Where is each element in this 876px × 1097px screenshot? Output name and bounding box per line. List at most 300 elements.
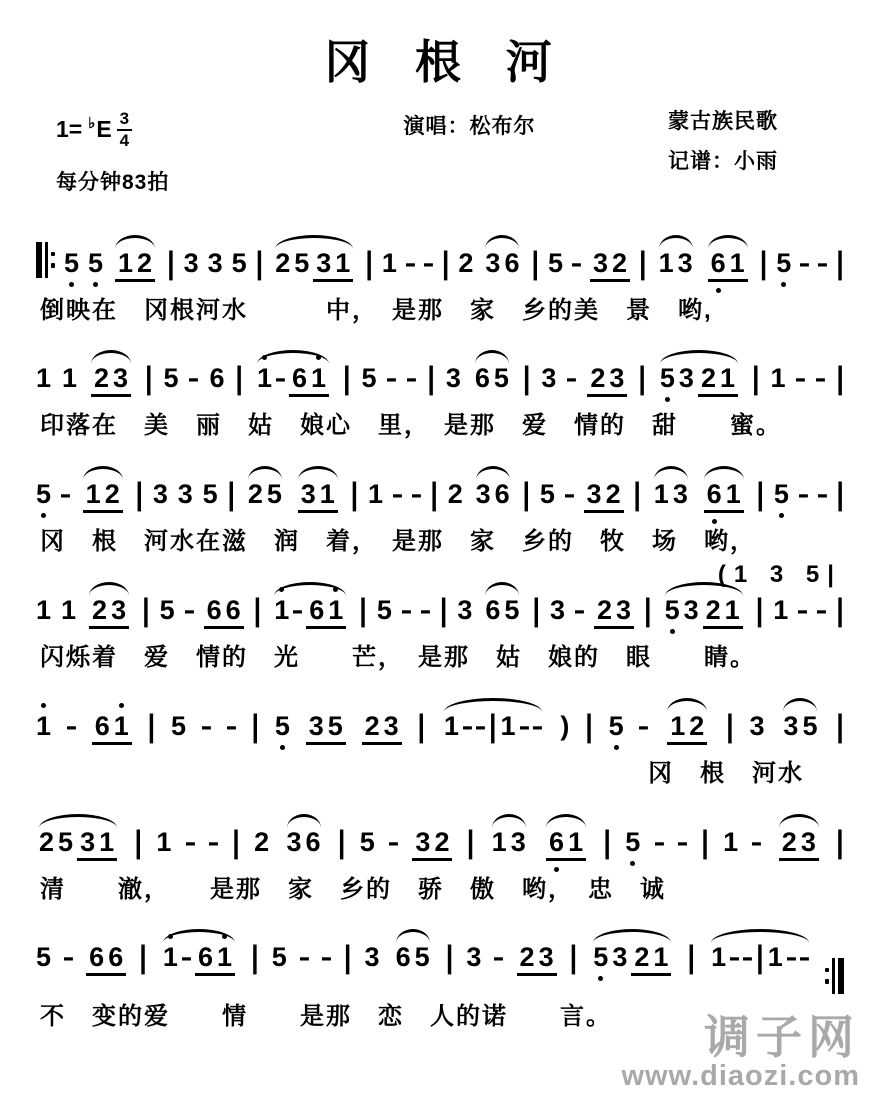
- duration-dash: -: [531, 710, 543, 741]
- barline: |: [134, 824, 142, 859]
- note: 1: [500, 710, 516, 741]
- system: [34, 695, 848, 789]
- barline: |: [227, 476, 235, 512]
- barline: |: [522, 476, 531, 512]
- note: 6: [209, 363, 225, 394]
- slur-group: [473, 481, 513, 508]
- underline-group: [590, 247, 630, 282]
- note: 1: [767, 942, 783, 973]
- duration-dash: -: [461, 710, 474, 741]
- duration-dash: -: [816, 479, 828, 510]
- note: 5: [163, 363, 179, 394]
- slur-group: [245, 481, 285, 508]
- slur-group: [662, 597, 746, 629]
- duration-dash: -: [493, 942, 505, 973]
- note: 1: [61, 595, 77, 626]
- barline: |: [445, 940, 454, 975]
- note: 5: [159, 595, 175, 626]
- slur-group: [254, 365, 332, 397]
- note: 5: [414, 942, 430, 973]
- barline: |: [427, 361, 435, 396]
- note: 1: [256, 363, 272, 394]
- note: 6: [291, 363, 307, 394]
- barline: |: [135, 476, 144, 512]
- note: 2: [254, 826, 270, 857]
- tempo-marking: 每分钟83拍: [56, 170, 170, 194]
- note: 1: [61, 363, 78, 394]
- note: 5: [625, 826, 641, 857]
- note: 5: [36, 479, 52, 510]
- duration-dash: -: [386, 363, 398, 394]
- duration-dash: -: [741, 942, 754, 973]
- duration-dash: -: [274, 363, 287, 394]
- watermark: [621, 1010, 860, 1093]
- note: 1: [653, 479, 669, 510]
- note: 1: [491, 826, 507, 857]
- duration-dash: -: [387, 826, 400, 857]
- note: 2: [700, 363, 716, 394]
- duration-dash: -: [184, 826, 197, 857]
- notator-credit: 记谱：小雨: [668, 150, 778, 174]
- notation-line: [34, 811, 848, 874]
- song-source: 蒙古族民歌: [668, 110, 778, 133]
- note: 6: [309, 595, 325, 626]
- barline: |: [255, 245, 264, 280]
- note: 5: [659, 363, 675, 394]
- duration-dash: -: [410, 479, 422, 510]
- slur-group: [489, 826, 529, 857]
- note: 1: [274, 595, 290, 626]
- note: 1: [162, 942, 178, 973]
- note: 3: [475, 479, 491, 510]
- note: 1: [118, 247, 134, 278]
- note: 1: [719, 363, 736, 394]
- underline-group: [703, 597, 743, 629]
- note: 6: [504, 247, 520, 278]
- slur-group: [482, 597, 522, 624]
- duration-dash: -: [573, 595, 586, 626]
- note: 1: [443, 710, 459, 741]
- note: 2: [92, 595, 108, 626]
- underline-group: [298, 481, 338, 513]
- slur-group: [651, 481, 691, 508]
- barline: |: [343, 940, 352, 975]
- barline: |: [337, 824, 346, 859]
- note: 2: [93, 363, 109, 394]
- barline: |: [531, 245, 540, 280]
- note: 1: [770, 363, 786, 394]
- system: [34, 347, 848, 441]
- note: 1: [568, 826, 584, 857]
- barline: |: [751, 361, 760, 396]
- note: 6: [108, 942, 124, 973]
- note: 3: [612, 942, 628, 973]
- note: 3: [466, 942, 482, 973]
- underline-group: [91, 365, 131, 397]
- duration-dash: -: [795, 363, 807, 394]
- system: [34, 561, 848, 673]
- note: 2: [596, 595, 613, 626]
- slur-group: [590, 944, 674, 976]
- song-title: 冈 根 河: [324, 36, 568, 88]
- note: 3: [672, 479, 688, 510]
- note: 5: [274, 710, 290, 741]
- note: 1: [658, 247, 674, 278]
- duration-dash: -: [200, 710, 213, 741]
- slur-group: [160, 944, 238, 976]
- duration-dash: -: [298, 942, 311, 973]
- duration-dash: -: [798, 942, 811, 973]
- barline: |: [144, 361, 153, 396]
- note: 1: [36, 363, 52, 394]
- note: 2: [447, 479, 463, 510]
- underline-group: [587, 365, 627, 397]
- underline-group: [86, 944, 126, 976]
- barline: |: [251, 940, 259, 975]
- duration-dash: -: [422, 247, 435, 278]
- note: 6: [225, 595, 241, 626]
- note: 3: [549, 595, 566, 626]
- note: 6: [89, 942, 105, 973]
- duration-dash: -: [65, 710, 78, 741]
- barline: |: [759, 245, 768, 280]
- barline: |: [430, 476, 438, 512]
- note: 5: [608, 710, 624, 741]
- barline: |: [342, 361, 351, 396]
- note: 6: [494, 479, 510, 510]
- slur-group: [472, 365, 512, 392]
- barline: |: [756, 476, 765, 512]
- note: 3: [749, 710, 765, 741]
- note: 3: [415, 826, 431, 857]
- duration-dash: -: [59, 479, 72, 510]
- note: 1: [36, 710, 52, 741]
- duration-dash: -: [391, 479, 404, 510]
- barline: |: [603, 824, 611, 859]
- note: 3: [485, 247, 501, 278]
- note: 1: [381, 247, 397, 278]
- note: 1: [216, 942, 232, 973]
- note: 6: [197, 942, 213, 973]
- note: 5: [548, 247, 564, 278]
- slur-group: [271, 597, 349, 629]
- pickup-notes: (1 3 5|: [717, 561, 842, 589]
- note: 3: [445, 363, 461, 394]
- note: 2: [781, 826, 797, 857]
- note: 5: [776, 247, 792, 278]
- duration-dash: -: [815, 595, 828, 626]
- note: 6: [549, 826, 565, 857]
- slur-group: [36, 826, 120, 861]
- note: 3: [383, 710, 399, 741]
- note: 3: [300, 479, 316, 510]
- underline-group: [667, 710, 707, 745]
- lyrics-line: 冈 根 河水在滋 润 着， 是那 家 乡的 牧 场 哟，: [40, 528, 756, 556]
- barline: |: [232, 824, 240, 859]
- barline: |: [701, 824, 709, 859]
- key-signature: [56, 110, 271, 150]
- note: 1: [773, 595, 789, 626]
- barline: |: [359, 592, 367, 628]
- underline-group: [594, 597, 634, 629]
- underline-group: [704, 481, 744, 513]
- barline: |: [585, 708, 593, 744]
- slur-group: [86, 597, 132, 629]
- slur-group: [543, 826, 589, 861]
- barline: |: [522, 361, 531, 396]
- note: 2: [634, 942, 650, 973]
- duration-dash: -: [474, 710, 487, 741]
- barline: |: [633, 476, 641, 512]
- note: 2: [458, 247, 474, 278]
- note: 3: [457, 595, 473, 626]
- note: 5: [294, 247, 310, 278]
- barline: |: [139, 940, 147, 975]
- notation-line: [34, 463, 848, 526]
- note: 6: [706, 479, 722, 510]
- barline: |: [756, 940, 764, 975]
- duration-dash: -: [798, 247, 811, 278]
- barline: |: [466, 824, 475, 859]
- underline-group: [517, 944, 557, 976]
- note: 6: [94, 710, 110, 741]
- note: 2: [605, 479, 621, 510]
- lyrics-line: 冈 根 河水: [648, 759, 804, 787]
- barline: |: [350, 476, 359, 512]
- duration-dash: -: [816, 247, 829, 278]
- note: 5: [170, 710, 186, 741]
- note: 2: [705, 595, 721, 626]
- duration-dash: -: [570, 247, 583, 278]
- note: 2: [39, 826, 55, 857]
- underline-group: [83, 481, 123, 513]
- lyrics-line: 倒映在 冈根河水 中， 是那 家 乡的美 景 哟,: [40, 296, 713, 324]
- underline-group: [584, 481, 624, 513]
- barline: |: [253, 592, 262, 628]
- time-numerator: 3: [117, 110, 132, 131]
- note: 5: [266, 479, 282, 510]
- slur-group: [656, 247, 696, 278]
- note: 5: [361, 363, 377, 394]
- barline: |: [836, 476, 844, 512]
- note: 3: [538, 942, 554, 973]
- watermark-site-url: www.diaozi.com: [621, 1059, 860, 1092]
- note: 3: [364, 942, 380, 973]
- note: 1: [85, 479, 101, 510]
- underline-group: [306, 597, 346, 629]
- slur-group: [88, 365, 134, 397]
- duration-dash: -: [207, 826, 220, 857]
- note: 2: [434, 826, 450, 857]
- note: 3: [316, 247, 332, 278]
- barline: |: [836, 245, 844, 280]
- parenthesis: ): [560, 710, 570, 741]
- underline-group: [412, 826, 452, 861]
- duration-dash: -: [797, 479, 810, 510]
- time-denominator: 4: [119, 130, 130, 150]
- barline: |: [569, 940, 578, 975]
- performer-credit: 演唱：松布尔: [403, 115, 536, 138]
- note: 6: [305, 826, 321, 857]
- duration-dash: -: [728, 942, 741, 973]
- duration-dash: -: [751, 826, 763, 857]
- note: 3: [113, 363, 129, 394]
- note: 2: [364, 710, 380, 741]
- underline-group: [362, 710, 402, 745]
- barline: |: [365, 245, 373, 280]
- watermark-site-name: 调子网: [704, 1010, 860, 1063]
- barline: |: [836, 824, 844, 859]
- note: 3: [616, 595, 632, 626]
- note: 5: [504, 595, 520, 626]
- note: 3: [286, 826, 302, 857]
- note: 2: [247, 479, 263, 510]
- note: 2: [275, 247, 291, 278]
- note: 1: [729, 247, 745, 278]
- note: 6: [395, 942, 411, 973]
- note: 2: [104, 479, 120, 510]
- barline: |: [488, 708, 497, 744]
- slur-group: [112, 247, 158, 282]
- barline: |: [836, 708, 844, 744]
- meta-left: [56, 110, 271, 196]
- slur-group: [664, 710, 710, 745]
- note: 1: [725, 479, 741, 510]
- underline-group: [779, 826, 819, 861]
- duration-dash: -: [785, 942, 798, 973]
- underline-group: [115, 247, 155, 282]
- note: 3: [800, 826, 816, 857]
- note: 3: [177, 479, 193, 510]
- note: 1: [367, 479, 383, 510]
- barline: |: [439, 592, 448, 628]
- note: 5: [58, 826, 74, 857]
- duration-dash: -: [183, 595, 195, 626]
- duration-dash: -: [653, 826, 665, 857]
- notation-line: [34, 926, 848, 1001]
- note: 3: [152, 479, 168, 510]
- barline: |: [142, 592, 150, 628]
- notation-line: [34, 579, 848, 642]
- underline-group: [546, 826, 586, 861]
- note: 3: [586, 479, 602, 510]
- notation-line: [34, 695, 848, 758]
- duration-dash: -: [566, 363, 578, 394]
- system: [34, 811, 848, 905]
- duration-dash: -: [320, 942, 333, 973]
- slur-group: [80, 481, 126, 513]
- notation-line: [34, 347, 848, 410]
- duration-dash: -: [188, 363, 200, 394]
- duration-dash: -: [406, 363, 418, 394]
- note: 3: [677, 247, 693, 278]
- underline-group: [631, 944, 671, 976]
- note: 1: [335, 247, 351, 278]
- duration-dash: -: [638, 710, 650, 741]
- note: 3: [683, 595, 699, 626]
- duration-dash: -: [225, 710, 238, 741]
- time-signature: [117, 110, 132, 150]
- lyrics-line: 不 变的爱 情 是那 恋 人的诺 言。: [40, 1002, 612, 1030]
- duration-dash: -: [419, 595, 432, 626]
- note: 1: [311, 363, 327, 394]
- slur-group: [780, 710, 820, 741]
- note: 3: [609, 363, 625, 394]
- note: 3: [678, 363, 694, 394]
- note: 3: [593, 247, 609, 278]
- note: 1: [670, 710, 686, 741]
- note: 3: [308, 710, 324, 741]
- barline: |: [755, 592, 764, 628]
- note: 3: [207, 247, 223, 278]
- underline-group: [313, 247, 353, 282]
- barline: |: [532, 592, 540, 628]
- note: 5: [664, 595, 680, 626]
- note: 6: [710, 247, 726, 278]
- note: 3: [783, 710, 799, 741]
- slur-group: [657, 365, 741, 397]
- note: 3: [111, 595, 127, 626]
- notation-line: [34, 218, 848, 295]
- underline-group: [204, 597, 244, 629]
- note: 3: [510, 826, 526, 857]
- duration-dash: -: [404, 247, 417, 278]
- note: 5: [593, 942, 609, 973]
- note: 6: [206, 595, 222, 626]
- barline: |: [251, 708, 260, 744]
- underline-group: [89, 597, 129, 629]
- duration-dash: -: [676, 826, 689, 857]
- underline-group: [289, 365, 329, 397]
- barline: |: [441, 245, 450, 280]
- note: 5: [271, 942, 287, 973]
- underline-group: [698, 365, 738, 397]
- duration-dash: -: [563, 479, 576, 510]
- barline: |: [836, 361, 844, 396]
- underline-group: [77, 826, 117, 861]
- note: 2: [137, 247, 153, 278]
- note: 1: [723, 826, 739, 857]
- slur-group: [272, 247, 356, 282]
- note: 1: [36, 595, 52, 626]
- note: 1: [724, 595, 740, 626]
- note: 1: [319, 479, 335, 510]
- barline: |: [638, 361, 646, 396]
- note: 5: [359, 826, 375, 857]
- lyrics-line: 闪烁着 爱 情的 光 芒， 是那 姑 娘的 眼 睛。: [40, 644, 756, 672]
- meta-right: [668, 110, 818, 173]
- note: 1: [99, 826, 115, 857]
- note: 6: [474, 363, 490, 394]
- meta-row: [0, 102, 876, 196]
- note: 5: [88, 247, 104, 278]
- note: 1: [113, 710, 129, 741]
- slur-group: [284, 826, 324, 857]
- note: 5: [802, 710, 818, 741]
- note: 3: [183, 247, 199, 278]
- slur-group: [708, 940, 812, 975]
- note: 2: [590, 363, 606, 394]
- barline: |: [147, 708, 156, 744]
- note: 6: [485, 595, 501, 626]
- duration-dash: -: [518, 710, 530, 741]
- duration-dash: -: [180, 942, 193, 973]
- note: 5: [327, 710, 343, 741]
- slur-group: [393, 944, 433, 971]
- note: 5: [539, 479, 555, 510]
- duration-dash: -: [400, 595, 413, 626]
- note: 2: [612, 247, 628, 278]
